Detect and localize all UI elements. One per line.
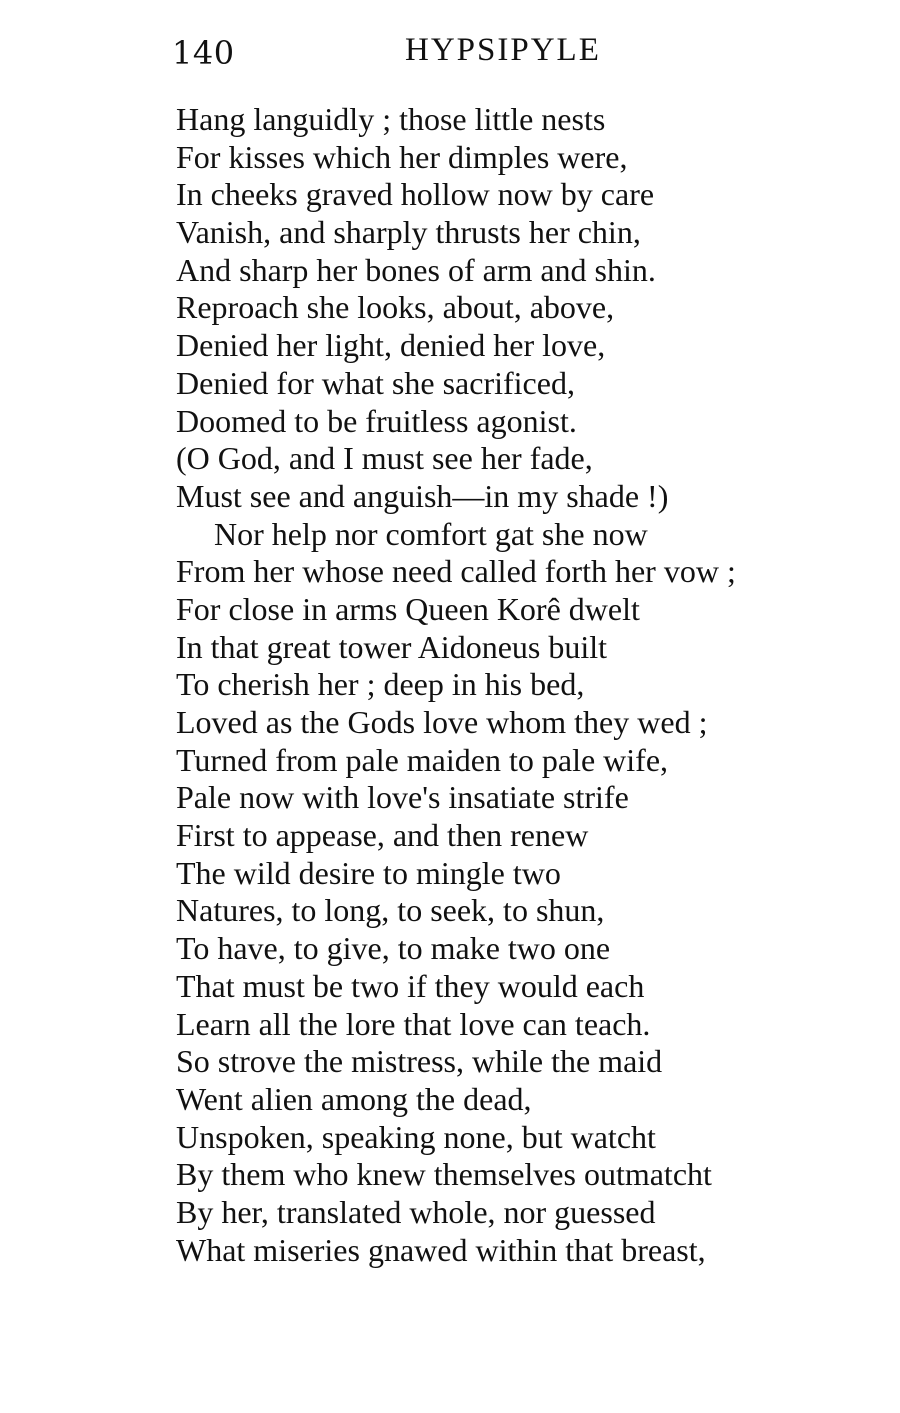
- poem-line: Vanish, and sharply thrusts her chin,: [176, 214, 641, 251]
- running-title: HYPSIPYLE: [405, 32, 601, 68]
- poem-line: And sharp her bones of arm and shin.: [176, 251, 656, 288]
- page-number: 140: [172, 34, 235, 72]
- poem-line: Learn all the lore that love can teach.: [176, 1005, 651, 1042]
- poem-line: In cheeks graved hollow now by care: [176, 176, 655, 213]
- poem-line: First to appease, and then renew: [176, 817, 589, 854]
- poem-line: What miseries gnawed within that breast,: [176, 1231, 706, 1268]
- poem-line: Must see and anguish—in my shade !): [176, 477, 669, 514]
- poem-line: So strove the mistress, while the maid: [176, 1043, 663, 1080]
- poem-line: (O God, and I must see her fade,: [176, 440, 593, 477]
- poem-line: Denied for what she sacrificed,: [176, 364, 575, 401]
- poem-line: The wild desire to mingle two: [176, 854, 561, 891]
- poem-line: Unspoken, speaking none, but watcht: [176, 1118, 656, 1155]
- poem-line: From her whose need called forth her vow ;: [176, 553, 736, 590]
- poem-line: For kisses which her dimples were,: [176, 138, 628, 175]
- poem-line: To have, to give, to make two one: [176, 930, 611, 967]
- poem-line: That must be two if they would each: [176, 967, 645, 1004]
- poem-line: Reproach she looks, about, above,: [176, 289, 615, 326]
- poem-line: By her, translated whole, nor guessed: [176, 1193, 656, 1230]
- poem-line: Pale now with love's insatiate strife: [176, 779, 629, 816]
- poem-line-indented: Nor help nor comfort gat she now: [214, 515, 648, 552]
- poem-line: To cherish her ; deep in his bed,: [176, 666, 585, 703]
- poem-line: For close in arms Queen Korê dwelt: [176, 590, 640, 627]
- poem-line: In that great tower Aidoneus built: [176, 628, 608, 665]
- poem-line: Hang languidly ; those little nests: [176, 101, 606, 137]
- poem-line: Turned from pale maiden to pale wife,: [176, 741, 669, 778]
- poem-line: Doomed to be fruitless agonist.: [176, 402, 577, 439]
- poem-text: [176, 101, 876, 1269]
- poem-line: By them who knew themselves outmatcht: [176, 1156, 712, 1193]
- page-header: [0, 28, 900, 78]
- poem-line: Went alien among the dead,: [176, 1080, 532, 1117]
- poem-line: Denied her light, denied her love,: [176, 327, 606, 364]
- poem-line: Loved as the Gods love whom they wed ;: [176, 704, 708, 740]
- poem-line: Natures, to long, to seek, to shun,: [176, 892, 605, 929]
